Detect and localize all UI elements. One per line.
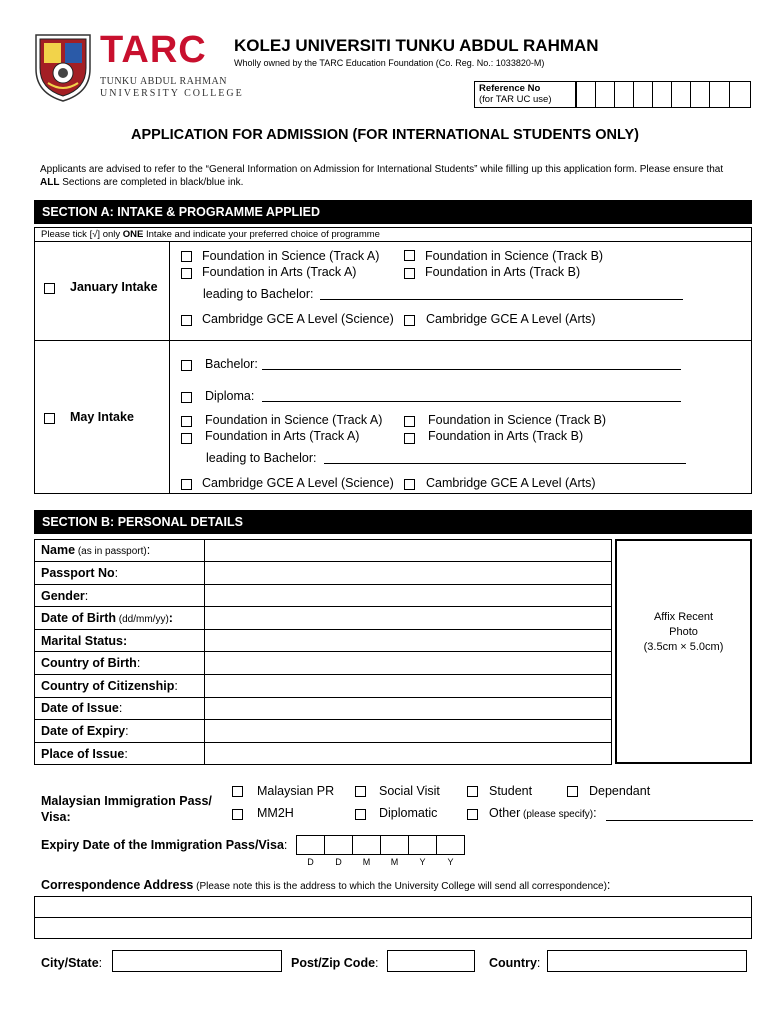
pass-dependant-label: Dependant (589, 784, 651, 798)
may-gce-arts-checkbox[interactable] (404, 479, 415, 490)
dob-label-text: Date of Birth (41, 611, 116, 625)
expiry-pass-year-2[interactable] (436, 835, 465, 855)
jan-gce-arts-checkbox[interactable] (404, 315, 415, 326)
passport-label-text: Passport No (41, 566, 115, 580)
may-gce-arts-label: Cambridge GCE A Level (Arts) (426, 476, 596, 490)
expiry-pass-label-text: Expiry Date of the Immigration Pass/Visa (41, 838, 284, 852)
logo-subtitle-1: TUNKU ABDUL RAHMAN (100, 76, 227, 87)
may-gce-science-label: Cambridge GCE A Level (Science) (202, 476, 394, 490)
photo-label-1: Affix Recent (653, 611, 714, 623)
reference-sublabel: (for TAR UC use) (479, 94, 552, 105)
gender-label: Gender: (41, 589, 89, 603)
may-diploma-label: Diploma: (205, 389, 255, 403)
name-input[interactable] (205, 540, 611, 561)
date-issue-input[interactable] (205, 698, 611, 719)
immigration-pass-label-2: Visa: (41, 810, 71, 824)
dob-note: (dd/mm/yy) (116, 614, 169, 625)
address-line-2[interactable] (34, 917, 752, 939)
address-line-1[interactable] (34, 896, 752, 918)
name-note: (as in passport) (75, 546, 147, 557)
intro-paragraph (40, 163, 740, 189)
reference-digit-4[interactable] (633, 81, 653, 108)
pass-pr-checkbox[interactable] (232, 786, 243, 797)
dob-input[interactable] (205, 607, 611, 629)
reference-digit-6[interactable] (671, 81, 691, 108)
name-label-text: Name (41, 543, 76, 557)
pass-other-label: Other (please specify): (489, 806, 597, 820)
may-foundation-arts-a-checkbox[interactable] (181, 433, 192, 444)
city-label: City/State: (41, 956, 103, 970)
expiry-pass-day-1[interactable] (296, 835, 325, 855)
pass-diplomatic-label: Diplomatic (379, 806, 438, 820)
may-foundation-arts-b-checkbox[interactable] (404, 433, 415, 444)
pass-other-note: (please specify) (520, 809, 594, 820)
pass-other-field[interactable] (606, 820, 753, 821)
jan-leading-bachelor-field[interactable] (320, 299, 683, 300)
reference-digit-2[interactable] (595, 81, 615, 108)
may-foundation-science-b-checkbox[interactable] (404, 416, 415, 427)
immigration-pass-label (41, 793, 212, 825)
intro-bold: ALL (40, 177, 60, 188)
pass-other-text: Other (489, 806, 521, 820)
expiry-pass-day-2[interactable] (324, 835, 353, 855)
jan-leading-bachelor-label: leading to Bachelor: (203, 287, 314, 301)
may-leading-bachelor-field[interactable] (324, 463, 686, 464)
photo-box[interactable] (615, 539, 752, 764)
dob-label: Date of Birth (dd/mm/yy): (41, 611, 173, 625)
jan-gce-science-checkbox[interactable] (181, 315, 192, 326)
may-bachelor-field[interactable] (262, 369, 681, 370)
may-foundation-arts-a-label: Foundation in Arts (Track A) (205, 429, 360, 443)
reference-label: Reference No (479, 83, 541, 94)
expiry-pass-year-1[interactable] (408, 835, 437, 855)
pass-diplomatic-checkbox[interactable] (355, 809, 366, 820)
country-label: Country: (489, 956, 541, 970)
place-issue-label: Place of Issue: (41, 747, 128, 761)
pass-dependant-checkbox[interactable] (567, 786, 578, 797)
may-foundation-science-a-checkbox[interactable] (181, 416, 192, 427)
jan-gce-arts-label: Cambridge GCE A Level (Arts) (426, 312, 596, 326)
date-expiry-input[interactable] (205, 720, 611, 742)
january-intake-checkbox[interactable] (44, 283, 55, 294)
tarc-logo-text: TARC (100, 29, 207, 71)
citizenship-label: Country of Citizenship: (41, 679, 178, 693)
pass-pr-label: Malaysian PR (257, 784, 335, 798)
intro-text-1: Applicants are advised to refer to the “General Information on Admission for International Students” while filling up this application form. Please ensure that (40, 164, 724, 175)
passport-label: Passport No: (41, 566, 119, 580)
expiry-pass-month-1[interactable] (352, 835, 381, 855)
may-intake-label: May Intake (70, 410, 134, 424)
jan-foundation-science-b-checkbox[interactable] (404, 250, 415, 261)
address-label-text: Correspondence Address (41, 878, 194, 892)
jan-foundation-arts-b-label: Foundation in Arts (Track B) (425, 265, 581, 279)
date-letter-d1: D (307, 857, 314, 867)
logo-subtitle-2: UNIVERSITY COLLEGE (100, 88, 244, 99)
postcode-input[interactable] (387, 950, 475, 972)
date-letter-y1: Y (419, 857, 426, 867)
may-bachelor-checkbox[interactable] (181, 360, 192, 371)
photo-label-3: (3.5cm × 5.0cm) (643, 641, 724, 653)
pass-student-checkbox[interactable] (467, 786, 478, 797)
address-note: (Please note this is the address to which the University College will send all correspondence) (193, 881, 607, 892)
expiry-pass-month-2[interactable] (380, 835, 409, 855)
jan-foundation-science-b-label: Foundation in Science (Track B) (425, 249, 604, 263)
jan-foundation-arts-a-checkbox[interactable] (181, 268, 192, 279)
marital-label: Marital Status: (41, 634, 128, 648)
intro-text-2: Sections are completed in black/blue ink. (59, 177, 244, 188)
date-issue-label-text: Date of Issue (41, 701, 119, 715)
may-diploma-checkbox[interactable] (181, 392, 192, 403)
crest-logo (34, 33, 92, 103)
instruction-bold: ONE (122, 229, 144, 240)
pass-mm2h-label: MM2H (257, 806, 294, 820)
date-letter-y2: Y (447, 857, 454, 867)
instruction-text-1: Please tick [√] only (41, 229, 123, 240)
photo-label-2: Photo (669, 626, 698, 638)
place-issue-input[interactable] (205, 743, 611, 765)
may-intake-checkbox[interactable] (44, 413, 55, 424)
marital-input[interactable] (205, 630, 611, 651)
date-letter-m2: M (390, 857, 399, 867)
reference-digit-8[interactable] (709, 81, 730, 108)
university-title: KOLEJ UNIVERSITI TUNKU ABDUL RAHMAN (234, 36, 599, 55)
jan-foundation-science-a-label: Foundation in Science (Track A) (202, 249, 380, 263)
city-input[interactable] (112, 950, 282, 972)
gender-input[interactable] (205, 585, 611, 606)
postcode-label: Post/Zip Code: (291, 956, 379, 970)
may-foundation-science-b-label: Foundation in Science (Track B) (428, 413, 607, 427)
may-gce-science-checkbox[interactable] (181, 479, 192, 490)
country-birth-label: Country of Birth: (41, 656, 141, 670)
jan-foundation-science-a-checkbox[interactable] (181, 251, 192, 262)
instruction-text-2: Intake and indicate your preferred choice of programme (143, 229, 380, 240)
gender-label-text: Gender (41, 589, 85, 603)
place-issue-label-text: Place of Issue (41, 747, 125, 761)
reference-digit-3[interactable] (614, 81, 634, 108)
jan-foundation-arts-a-label: Foundation in Arts (Track A) (202, 265, 357, 279)
reference-digit-1[interactable] (576, 81, 596, 108)
name-label: Name (as in passport): (41, 543, 151, 557)
section-b-header: SECTION B: PERSONAL DETAILS (34, 510, 752, 534)
date-letter-d2: D (335, 857, 342, 867)
may-foundation-arts-b-label: Foundation in Arts (Track B) (428, 429, 584, 443)
section-a-instruction-row (34, 227, 752, 242)
january-intake-label: January Intake (70, 280, 158, 294)
university-subtitle: Wholly owned by the TARC Education Foundation (Co. Reg. No.: 1033820-M) (234, 58, 545, 68)
jan-foundation-arts-b-checkbox[interactable] (404, 268, 415, 279)
may-diploma-field[interactable] (262, 401, 681, 402)
expiry-pass-label: Expiry Date of the Immigration Pass/Visa: (41, 838, 288, 852)
country-input[interactable] (547, 950, 747, 972)
reference-digit-7[interactable] (690, 81, 710, 108)
immigration-pass-label-1: Malaysian Immigration Pass/ (41, 794, 212, 808)
country-birth-label-text: Country of Birth (41, 656, 137, 670)
pass-social-label: Social Visit (379, 784, 440, 798)
postcode-label-text: Post/Zip Code (291, 956, 376, 970)
jan-gce-science-label: Cambridge GCE A Level (Science) (202, 312, 394, 326)
date-expiry-label: Date of Expiry: (41, 724, 129, 738)
may-bachelor-label: Bachelor: (205, 357, 258, 371)
section-a-header: SECTION A: INTAKE & PROGRAMME APPLIED (34, 200, 752, 224)
may-leading-bachelor-label: leading to Bachelor: (206, 451, 317, 465)
city-label-text: City/State (41, 956, 99, 970)
date-issue-label: Date of Issue: (41, 701, 123, 715)
pass-student-label: Student (489, 784, 533, 798)
passport-input[interactable] (205, 562, 611, 584)
reference-digit-9[interactable] (729, 81, 751, 108)
pass-social-checkbox[interactable] (355, 786, 366, 797)
reference-label-cell (474, 81, 576, 108)
date-letter-m1: M (362, 857, 371, 867)
country-birth-input[interactable] (205, 652, 611, 674)
pass-other-checkbox[interactable] (467, 809, 478, 820)
form-title: APPLICATION FOR ADMISSION (FOR INTERNATIONAL STUDENTS ONLY) (130, 127, 640, 143)
pass-mm2h-checkbox[interactable] (232, 809, 243, 820)
address-label: Correspondence Address (Please note this is the address to which the University College will send all correspondence): (41, 878, 611, 892)
country-label-text: Country (489, 956, 537, 970)
reference-digit-5[interactable] (652, 81, 672, 108)
citizenship-input[interactable] (205, 675, 611, 697)
citizenship-label-text: Country of Citizenship (41, 679, 175, 693)
date-expiry-label-text: Date of Expiry (41, 724, 126, 738)
may-foundation-science-a-label: Foundation in Science (Track A) (205, 413, 383, 427)
